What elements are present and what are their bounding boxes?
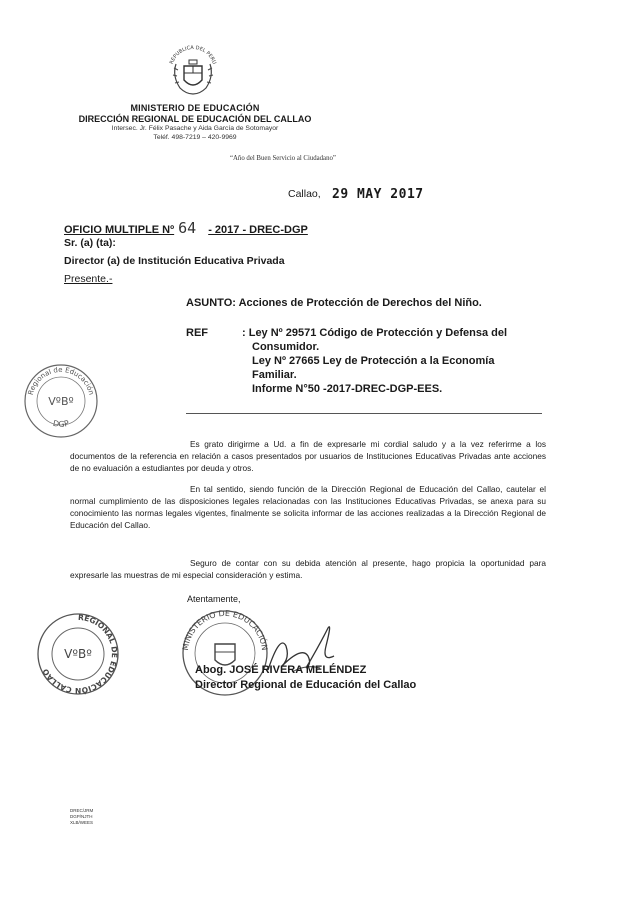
signer-name: Abog. JOSÉ RIVERA MELÉNDEZ — [195, 664, 367, 676]
recipient-present: Presente.- — [64, 273, 113, 285]
signer-title: Director Regional de Educación del Callao — [195, 679, 417, 691]
oficio-number-line — [64, 219, 308, 237]
svg-text:MINISTERIO DE EDUCACIÓN: MINISTERIO DE EDUCACIÓN — [180, 608, 269, 652]
body-paragraph-2: En tal sentido, siendo función de la Dirección Regional de Educación del Callao, cautelar el normal cumplimiento de las disposiciones legales relacionadas con las Instituciones Educativas Privadas, se anexa para su conocimiento las normas legales vigentes, finalmente se solicita informar de las acciones realizadas a la Dirección Regional de Educación del Callao. — [70, 484, 546, 530]
place-label: Callao, — [288, 188, 321, 200]
oficio-prefix: OFICIO MULTIPLE Nº — [64, 224, 175, 236]
subject-line — [186, 297, 482, 309]
reference-code: DGP/NJTH — [70, 814, 93, 819]
svg-text:Regional de Educación: Regional de Educación — [26, 365, 96, 396]
subject-text: Acciones de Protección de Derechos del Niño. — [238, 297, 482, 309]
closing-phrase: Atentamente, — [187, 594, 241, 604]
coat-of-arms-icon — [162, 40, 224, 102]
reference-line-1: : Ley Nº 29571 Código de Protección y Defensa del — [242, 327, 508, 339]
ministry-name: MINISTERIO DE EDUCACIÓN — [130, 103, 260, 113]
body-paragraph-3: Seguro de contar con su debida atención al presente, hago propicia la oportunidad para expresarle las muestras de mi especial consideración y estima. — [70, 558, 546, 580]
svg-text:VºBº: VºBº — [48, 395, 74, 408]
svg-text:VºBº: VºBº — [64, 647, 92, 661]
year-motto: “Año del Buen Servicio al Ciudadano” — [230, 155, 336, 162]
office-address: Intersec. Jr. Félix Pasache y Aida García de Sotomayor — [111, 125, 279, 132]
recipient-title: Director (a) de Institución Educativa Privada — [64, 255, 285, 267]
reference-label: REF — [186, 327, 208, 339]
oficio-handwritten-number: 64 — [178, 219, 197, 237]
recipient-salutation: Sr. (a) (ta): — [64, 237, 116, 249]
reference-codes — [70, 808, 93, 826]
section-divider — [186, 413, 542, 414]
subject-label: ASUNTO: — [186, 297, 236, 309]
reference-code: XLB/WEES — [70, 820, 94, 825]
svg-text:REGIONAL DE EDUCACIÓN CALLAO: REGIONAL DE EDUCACIÓN CALLAO — [40, 612, 120, 696]
svg-text:REPUBLICA DEL PERU: REPUBLICA DEL PERU — [168, 44, 218, 66]
oficio-suffix: - 2017 - DREC-DGP — [208, 224, 308, 236]
regional-stamp-icon — [36, 612, 120, 696]
date-stamp: 29 MAY 2017 — [332, 187, 424, 202]
reference-line-3: Ley Nº 27665 Ley de Protección a la Economía — [252, 355, 495, 367]
svg-text:DGP: DGP — [52, 418, 70, 429]
approval-stamp-icon — [22, 362, 100, 440]
regional-direction-name: DIRECCIÓN REGIONAL DE EDUCACIÓN DEL CALLAO — [78, 114, 312, 124]
reference-code: DREC/JRM — [70, 808, 94, 813]
reference-line-2: Consumidor. — [252, 341, 320, 353]
reference-line-4: Familiar. — [252, 369, 297, 381]
office-phone: Teléf. 498-7219 – 420-9969 — [153, 134, 237, 141]
body-paragraph-1: Es grato dirigirme a Ud. a fin de expresarle mi cordial saludo y a la vez referirme a los documentos de la referencia en relación a casos presentados por usuarios de Instituciones Educativas Privadas ante acciones de no evaluación a estudiantes por deuda y otros. — [70, 439, 546, 473]
reference-line-5: Informe N°50 -2017-DREC-DGP-EES. — [252, 383, 443, 395]
